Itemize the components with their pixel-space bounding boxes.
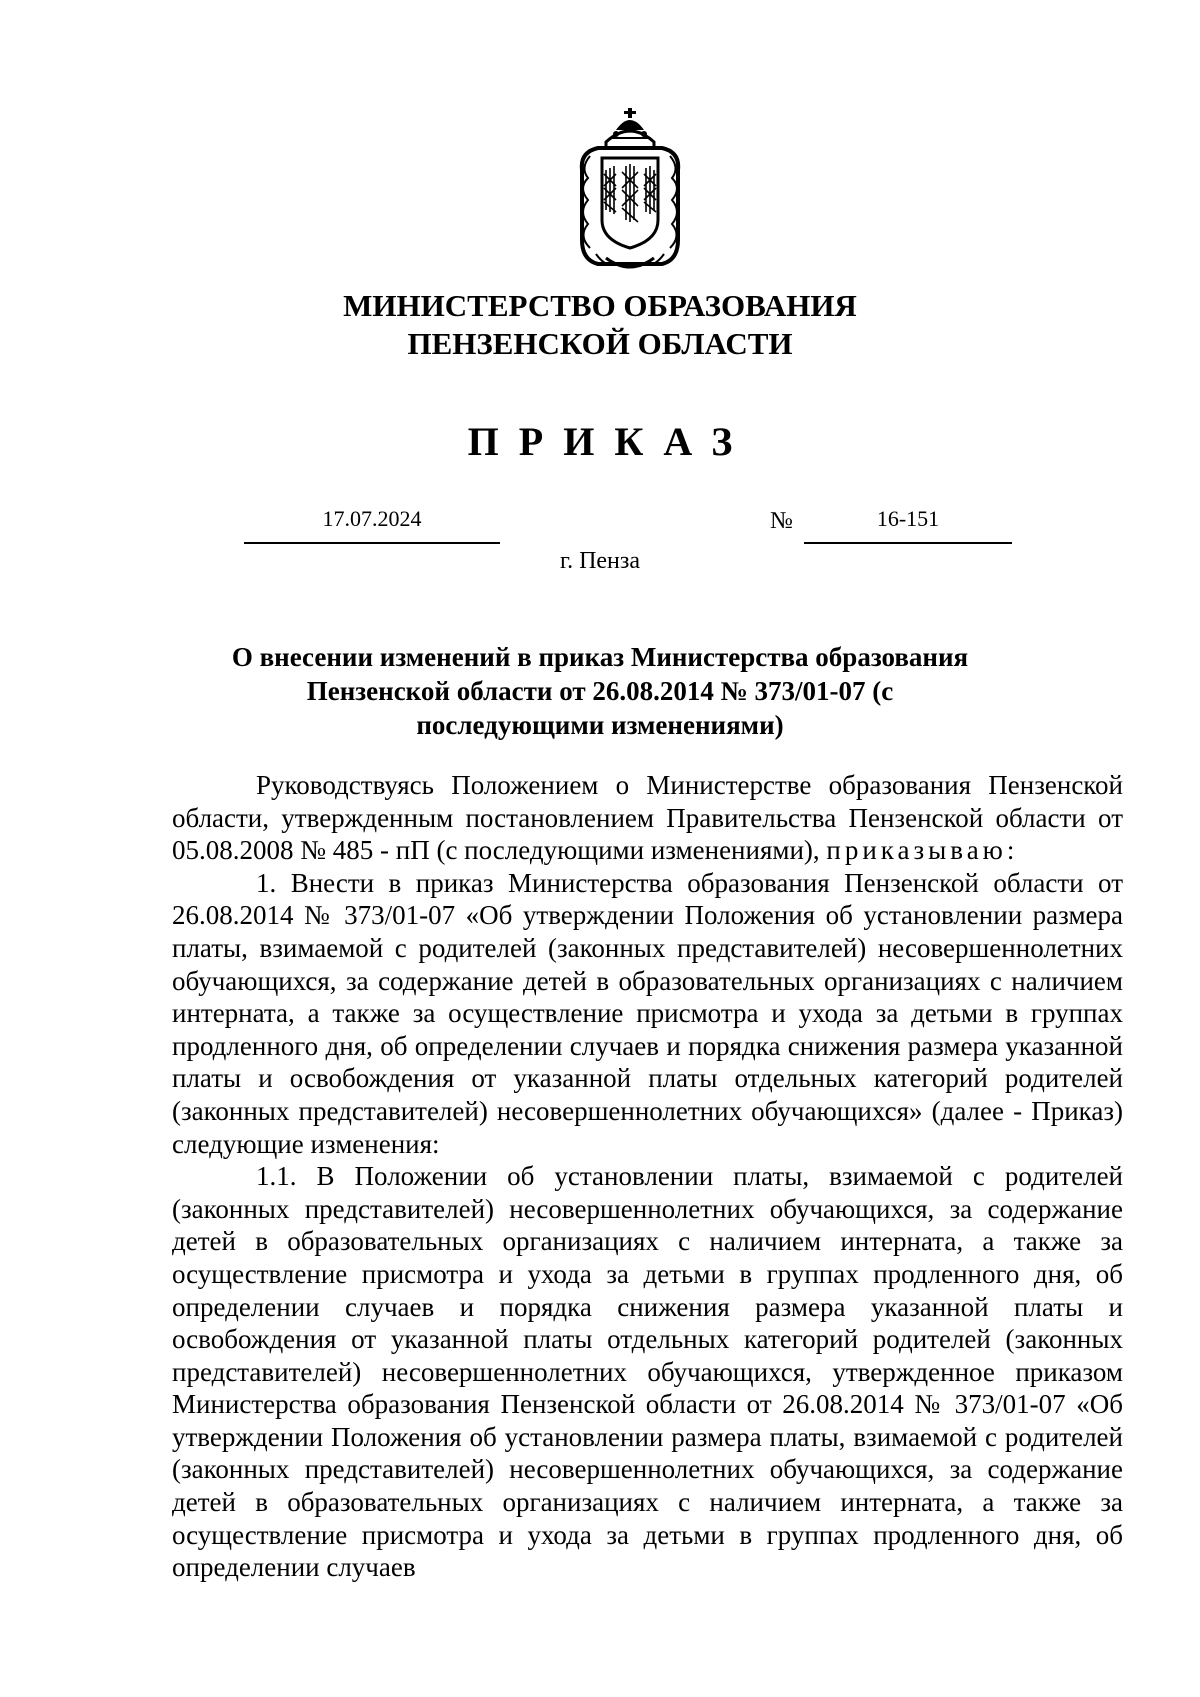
preamble-paragraph [172, 769, 1123, 867]
ministry-title-line2: ПЕНЗЕНСКОЙ ОБЛАСТИ [407, 326, 793, 361]
order-word: приказываю: [826, 835, 1019, 866]
order-city: г. Пенза [559, 548, 641, 574]
date-underline [244, 542, 500, 544]
order-subject: О внесении изменений в приказ Министерства образования Пензенской области от 26.08.2014 № 373/01-07 (с последующими изменениями) [231, 642, 969, 740]
number-underline [804, 542, 1012, 544]
order-body [172, 769, 1123, 1584]
number-sign: № [770, 508, 793, 534]
item-1-1-paragraph: 1.1. В Положении об установлении платы, взимаемой с родителей (законных представителей) несовершеннолетних обучающихся, за содержание детей в образовательных организациях с наличием интерната, а также за осуществление присмотра и ухода за детьми в группах продленного дня, об определении случаев и порядка снижения размера указанной платы и освобождения от указанной платы отдельных категорий родителей (законных представителей) несовершеннолетних обучающихся, утвержденное приказом Министерства образования Пензенской области от 26.08.2014 № 373/01-07 «Об утверждении Положения об установлении размера платы, взимаемой с родителей (законных представителей) несовершеннолетних обучающихся, за содержание детей в образовательных организациях с наличием интерната, а также за осуществление присмотра и ухода за детьми в группах продленного дня, об определении случаев [172, 1161, 1123, 1583]
preamble-text: Руководствуясь Положением о Министерстве образования Пензенской области, утвержденным постановлением Правительства Пензенской области от 05.08.2008 № 485 - пП (с последующими изменениями), [172, 770, 1123, 866]
order-date: 17.07.2024 [322, 506, 422, 531]
ministry-title-line1: МИНИСТЕРСТВО ОБРАЗОВАНИЯ [343, 288, 857, 323]
coat-of-arms-icon [576, 108, 684, 278]
item-1-paragraph: 1. Внести в приказ Министерства образования Пензенской области от 26.08.2014 № 373/01-07 «Об утверждении Положения об установлении размера платы, взимаемой с родителей (законных представителей) несовершеннолетних обучающихся, за содержание детей в образовательных организациях с наличием интерната, а также за осуществление присмотра и ухода за детьми в группах продленного дня, об определении случаев и порядка снижения размера указанной платы и освобождения от указанной платы отдельных категорий родителей (законных представителей) несовершеннолетних обучающихся» (далее - Приказ) следующие изменения: [172, 867, 1123, 1159]
document-type-heading: ПРИКАЗ [467, 419, 753, 464]
order-number: 16-151 [876, 506, 940, 531]
